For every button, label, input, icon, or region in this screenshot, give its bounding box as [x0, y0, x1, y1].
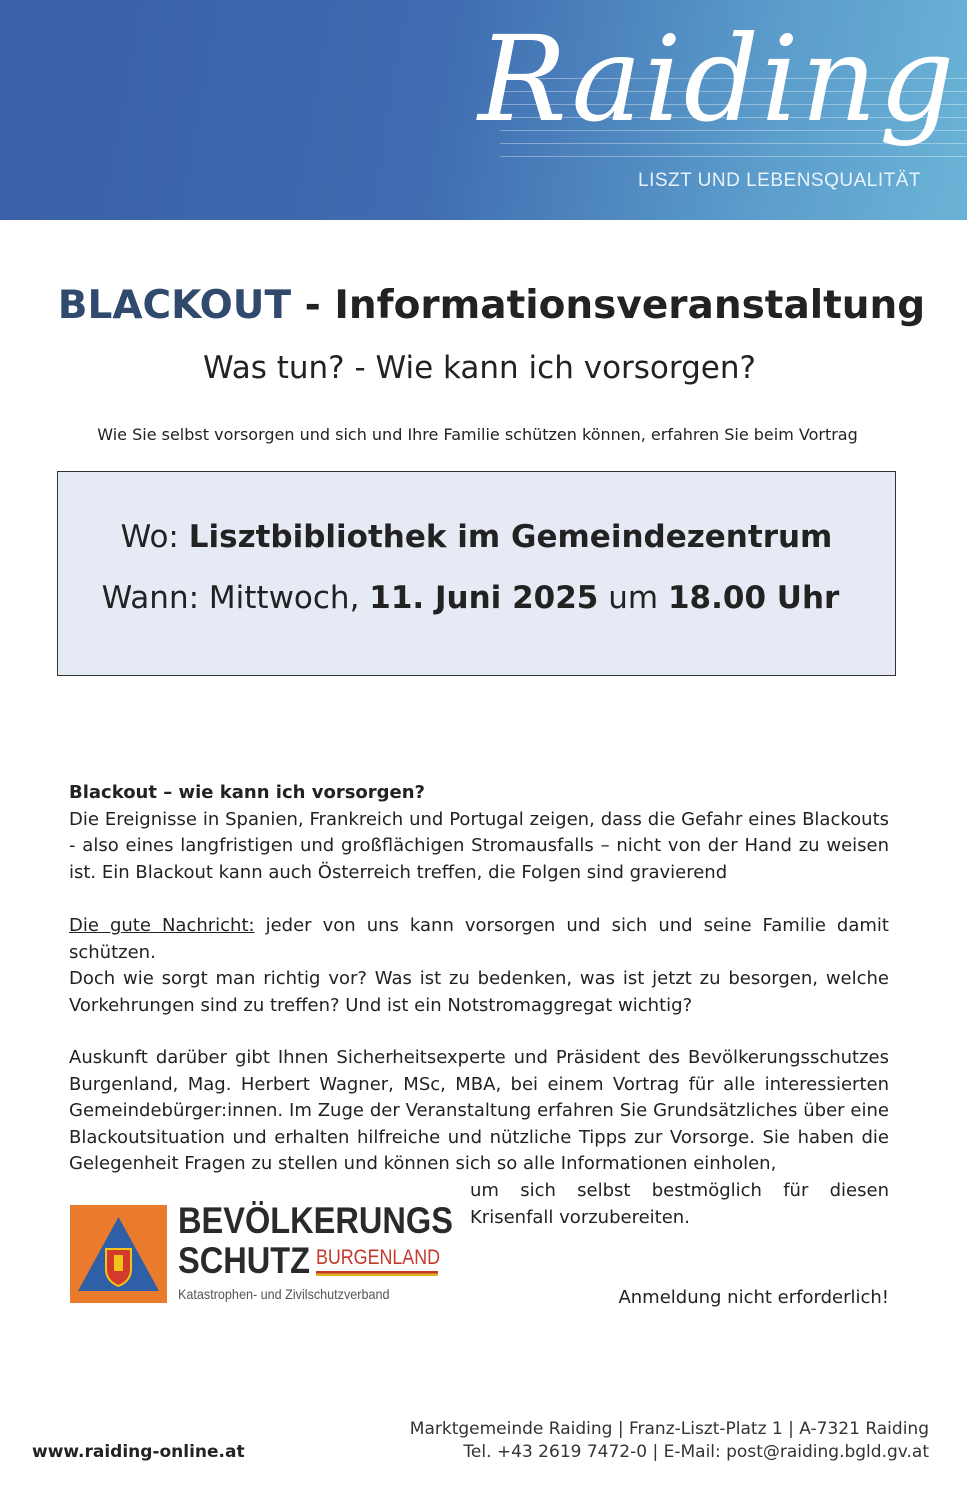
logo-orange-square [70, 1205, 167, 1303]
header-banner [0, 0, 967, 220]
where-value: Lisztbibliothek im Gemeindezentrum [188, 519, 833, 555]
section-good-news [69, 913, 889, 1019]
when-time: 18.00 Uhr [667, 580, 840, 616]
event-location [58, 519, 895, 555]
title-highlight: BLACKOUT [57, 283, 292, 328]
raiding-logo: Raiding [478, 10, 957, 148]
when-mid: um [598, 580, 668, 616]
section-speaker [69, 1045, 889, 1178]
civil-protection-triangle-icon [76, 1215, 161, 1293]
title-rest: - Informationsveranstaltung [291, 283, 926, 328]
logo-line2: SCHUTZ [178, 1240, 311, 1281]
section-heading: Blackout – wie kann ich vorsorgen? [69, 782, 426, 803]
intro-text: Wie Sie selbst vorsorgen und sich und Ihre Familie schützen können, erfahren Sie beim Vortrag [97, 425, 858, 444]
speaker-text-continuation: um sich selbst bestmöglich für diesen Krisenfall vorzubereiten. [470, 1180, 889, 1228]
good-news-text: jeder von uns kann vorsorgen und sich und seine Familie damit schützen. [69, 915, 889, 963]
where-label: Wo: [120, 519, 189, 555]
event-info-box [57, 471, 896, 676]
questions-text: Doch wie sorgt man richtig vor? Was ist zu bedenken, was ist jetzt zu besorgen, welche Vorkehrungen sind zu treffen? Und ist ein Notstromaggregat wichtig? [69, 968, 889, 1016]
contact-line: Tel. +43 2619 7472-0 | E-Mail: post@raiding.bgld.gv.at [463, 1442, 929, 1462]
good-news-label: Die gute Nachricht: [69, 915, 255, 936]
footer-address [410, 1418, 929, 1464]
logo-line1: BEVÖLKERUNGS [178, 1200, 453, 1241]
when-label: Wann: Mittwoch, [101, 580, 370, 616]
signup-note: Anmeldung nicht erforderlich! [618, 1287, 889, 1308]
speaker-text: Auskunft darüber gibt Ihnen Sicherheitsexperte und Präsident des Bevölkerungsschutzes Burgenland, Mag. Herbert Wagner, MSc, MBA, bei einem Vortrag für alle interessierten Gemeindebürger:innen. Im Zuge der Veranstaltung erfahren Sie Grundsätzliches über eine Blackoutsituation und erhalten hilfreiche und nützliche Tipps zur Vorsorge. Sie haben die Gelegenheit Fragen zu stellen und können sich so alle Informationen einholen, [69, 1047, 889, 1174]
page-subtitle: Was tun? - Wie kann ich vorsorgen? [203, 350, 756, 386]
bevoelkerungsschutz-logo [70, 1200, 453, 1308]
website-link[interactable]: www.raiding-online.at [32, 1442, 245, 1462]
address-line: Marktgemeinde Raiding | Franz-Liszt-Platz 1 | A-7321 Raiding [409, 1419, 929, 1439]
section-blackout [69, 780, 889, 886]
tagline: LISZT UND LEBENSQUALITÄT [638, 170, 921, 191]
section-text: Die Ereignisse in Spanien, Frankreich und Portugal zeigen, dass die Gefahr eines Blackouts - also eines langfristigen und großflächigen Stromausfalls – nicht von der Hand zu weisen ist. Ein Blackout kann auch Österreich treffen, die Folgen sind gravierend [69, 808, 889, 883]
logo-subline: Katastrophen- und Zivilschutzverband [178, 1286, 390, 1302]
when-date: 11. Juni 2025 [369, 580, 599, 616]
logo-flag-stripe [316, 1271, 438, 1276]
event-time [52, 580, 889, 616]
page-title [8, 283, 967, 328]
logo-region: BURGENLAND [316, 1246, 440, 1269]
